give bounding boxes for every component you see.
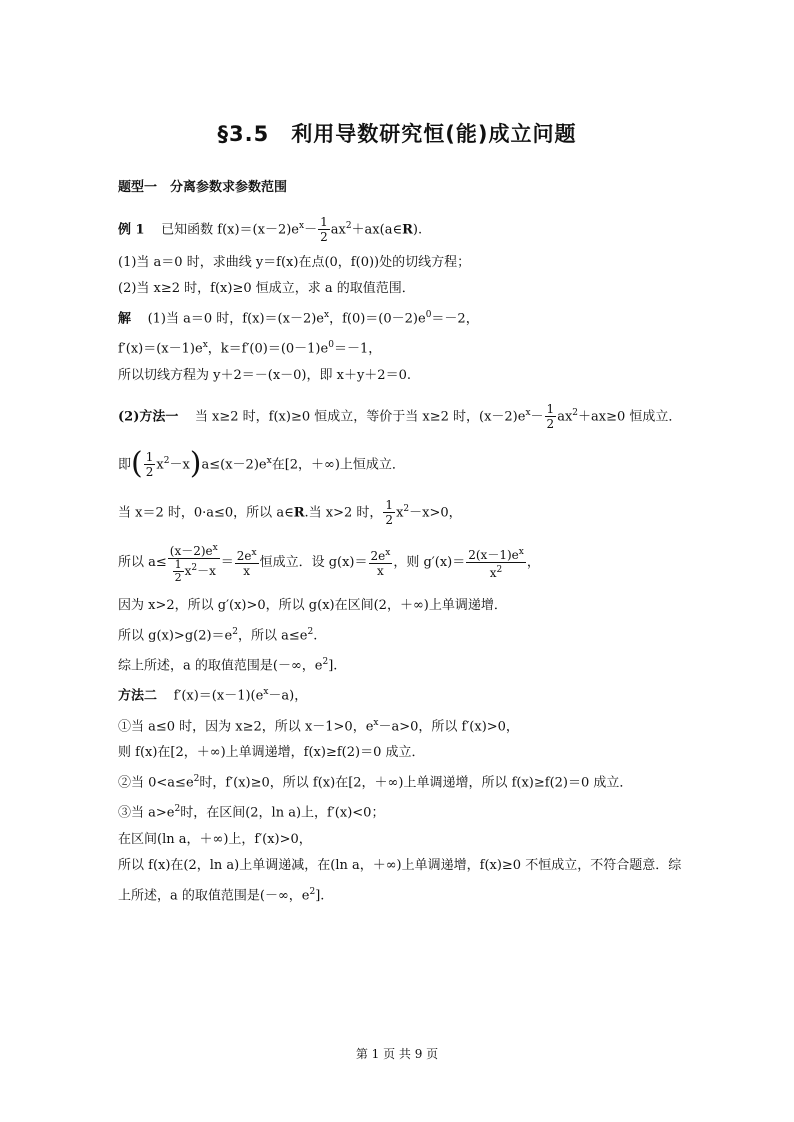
page-title: §3.5 利用导数研究恒(能)成立问题	[217, 122, 577, 146]
method2-line-8: 上所述，a 的取值范围是(－∞，$e^2$].	[118, 886, 325, 903]
method2-line-5: ③当 $a>e^2$时，在区间(2，ln a)上，f′(x)<0；	[118, 804, 385, 821]
fraction-half: $\frac{1}{2}$	[320, 215, 328, 245]
method1-label: (2)方法一	[118, 408, 179, 424]
method2-label: 方法二	[118, 688, 158, 704]
solution-line-2: $f'(x)=(x-1)e^x$，$k=f'(0)=(0-1)e^0=-1$，	[118, 340, 382, 357]
method2-line-7: 所以 f(x)在(2，ln a)上单调递减，在(ln a，＋∞)上单调递增，f(x)≥0 不恒成立，不符合题意．综	[118, 857, 682, 873]
example-statement: 例 1 已知函数 $f(x)=(x-2)e^x-$ $\frac{1}{2}$ $ax^2+ax(a\in R)$.	[118, 215, 423, 245]
solution-line-1: 解 (1)当 a＝0 时，$f(x)=(x-2)e^x$，$f(0)=(0-2)e^0=-2$，	[118, 310, 479, 327]
page-footer: 第 1 页 共 9 页	[355, 1047, 439, 1061]
method1-line-2: 即( $\frac{1}{2}$ $x^2-x)a\le(x-2)e^x$在[2，＋∞)上恒成立．	[118, 446, 405, 482]
document-body	[118, 202, 682, 909]
method1-line-6: 所以 $g(x)>g(2)=e^2$，所以 $a\le e^2$.	[118, 626, 318, 643]
method2-line-4: ②当 $0<a\le e^2$时，f′(x)≥0，所以 f(x)在[2，＋∞)上单调递增，所以 f(x)≥f(2)＝0 成立．	[118, 773, 633, 791]
method1-line-4: 所以 a≤ $(x-2)e^x$ $\frac{1}{2}$ $x^2-x$ ＝ $\frac{2e^x}{x}$ 恒成立．设 g(x)＝ $\frac{2e^x}{x}$ ，则 g′(x)＝ $\frac{2(x-1)e^x}{x^2}$ ，	[118, 542, 540, 584]
section-heading: 题型一 分离参数求参数范围	[118, 180, 288, 195]
solution-line-3: 所以切线方程为 y＋2＝－(x－0)，即 x＋y＋2＝0.	[118, 367, 411, 383]
question-1: (1)当 a＝0 时，求曲线 y＝f(x)在点(0，f(0))处的切线方程；	[118, 255, 471, 270]
method2-line-1: 方法二 $f'(x)=(x-1)(e^x-a)$，	[118, 687, 308, 704]
method1-line-3: 当 x＝2 时，0·a≤0，所以 a∈R.当 x>2 时， $\frac{1}{2}$ $x^2-x>0$，	[118, 497, 462, 527]
example-label: 例 1	[118, 222, 145, 238]
method1-line-7: 综上所述，a 的取值范围是(－∞，$e^2$].	[118, 656, 338, 674]
method2-line-3: 则 f(x)在[2，＋∞)上单调递增，f(x)≥f(2)＝0 成立．	[118, 744, 425, 760]
method2-line-2: ①当 a≤0 时，因为 x≥2，所以 x－1>0，$e^x-a>0$，所以 f′(x)>0，	[118, 717, 519, 734]
method2-line-6: 在区间(ln a，＋∞)上，f′(x)>0，	[118, 831, 312, 847]
method1-line-5: 因为 x>2，所以 g′(x)>0，所以 g(x)在区间(2，＋∞)上单调递增．	[118, 597, 507, 613]
solution-label: 解	[118, 311, 132, 327]
method1-line-1: (2)方法一 当 x≥2 时，f(x)≥0 恒成立，等价于当 x≥2 时，$(x-2)e^x-$ $\frac{1}{2}$ $ax^2+ax\ge 0$ 恒成立．	[118, 401, 682, 431]
question-2: (2)当 x≥2 时，f(x)≥0 恒成立，求 a 的取值范围．	[118, 281, 415, 296]
